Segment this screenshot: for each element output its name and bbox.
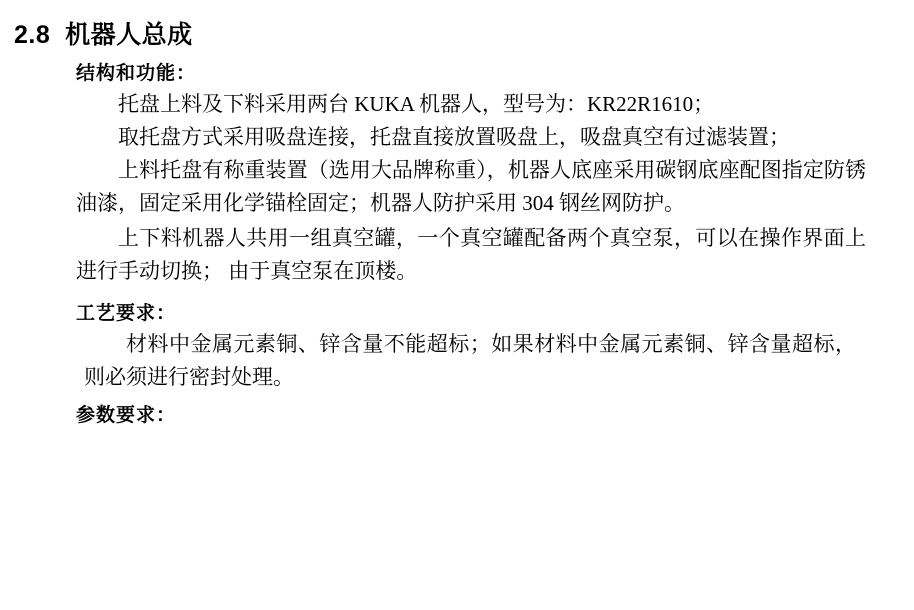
paragraph-robot-models: 托盘上料及下料采用两台 KUKA 机器人，型号为：KR22R1610； [118, 92, 715, 116]
paragraph-material-metal-content: 材料中金属元素铜、锌含量不能超标；如果材料中金属元素铜、锌含量超标，则必须进行密封处理。 [84, 332, 856, 389]
paragraph-suction-cup: 取托盘方式采用吸盘连接，托盘直接放置吸盘上，吸盘真空有过滤装置； [118, 125, 790, 149]
paragraph-vacuum-tank: 上下料机器人共用一组真空罐，一个真空罐配备两个真空泵，可以在操作界面上进行手动切换； 由于真空泵在顶楼。 [76, 226, 866, 283]
heading-parameter-requirements: 参数要求： [76, 404, 177, 426]
section-number: 2.8 [14, 21, 51, 49]
page-title [14, 18, 884, 52]
paragraph-weighing-and-base: 上料托盘有称重装置（选用大品牌称重），机器人底座采用碳钢底座配图指定防锈油漆，固定采用化学锚栓固定；机器人防护采用 304 钢丝网防护。 [76, 158, 866, 215]
heading-structure-and-function: 结构和功能： [76, 62, 197, 84]
heading-process-requirements: 工艺要求： [76, 302, 177, 324]
section-title: 机器人总成 [65, 21, 193, 49]
spacer [14, 288, 884, 292]
